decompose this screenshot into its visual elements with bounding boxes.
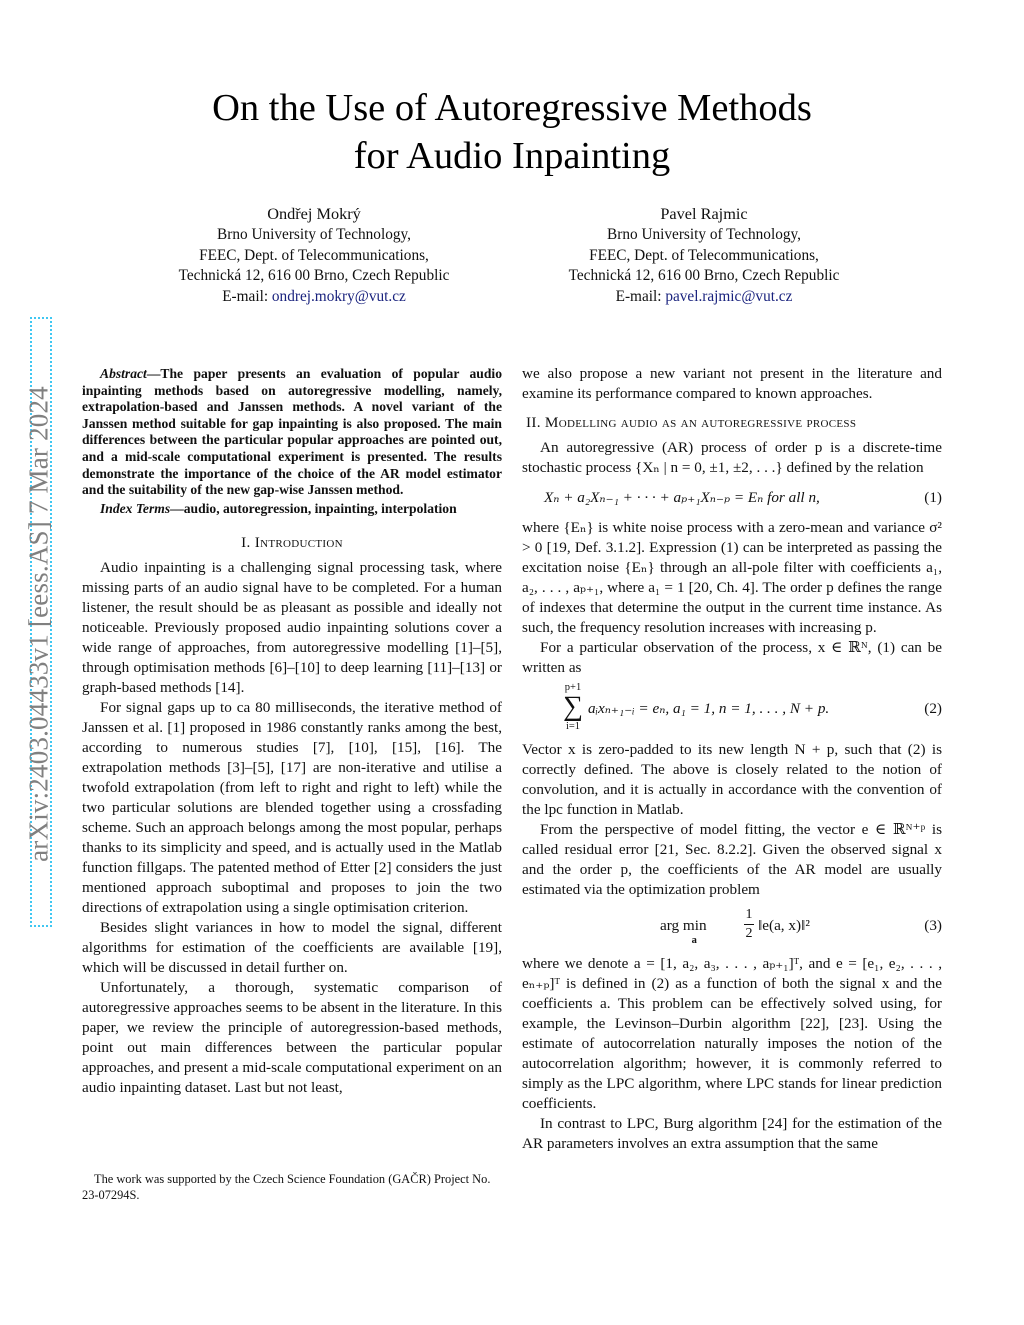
argmin-subscript: a <box>691 935 697 946</box>
abstract <box>82 366 502 499</box>
author-department: FEEC, Dept. of Telecommunications, <box>589 246 819 264</box>
author-email-link[interactable]: ondrej.mokry@vut.cz <box>271 287 406 305</box>
arxiv-stamp-text: arXiv:2403.04433v1 [eess.AS] 7 Mar 2024 <box>23 386 54 862</box>
introduction-body <box>82 558 502 1098</box>
arxiv-stamp <box>0 313 94 935</box>
author-department: FEEC, Dept. of Telecommunications, <box>199 246 429 264</box>
equation-2 <box>522 682 942 736</box>
intro-paragraph-1: Audio inpainting is a challenging signal processing task, where missing parts of an audio signal have to be completed. For a human listener, the result should be as pleasant as possible and ideally not noticeable. Previously proposed audio inpainting solutions cover a wide range of approaches, from autoregressive modelling [1]–[5], through optimisation methods [6]–[10] to deep learning [11]–[13] or graph-based methods [14]. <box>82 559 502 697</box>
equation-2-body: aᵢxₙ₊₁₋ᵢ = eₙ, a₁ = 1, n = 1, . . . , N + p. <box>588 700 830 717</box>
equation-3-number: (3) <box>924 917 942 934</box>
footnote <box>82 1172 502 1203</box>
right-column <box>522 364 942 1154</box>
right-paragraph-5: From the perspective of model fitting, the vector e ∈ ℝᴺ⁺ᵖ is called residual error [21, Sec. 8.2.2]. Given the observed signal x and the order p, the coefficients of the AR model are usually estimated via the optimization problem <box>522 821 942 898</box>
equation-3 <box>522 904 942 952</box>
argmin-operator <box>660 916 707 946</box>
right-paragraph-0: we also propose a new variant not present in the literature and examine its performance compared to known approaches. <box>522 365 942 402</box>
fraction-denominator: 2 <box>745 926 753 941</box>
fraction-numerator: 1 <box>745 907 753 922</box>
index-terms-label: Index Terms <box>100 500 171 516</box>
right-paragraph-4: Vector x is zero-padded to its new length N + p, such that (2) is correctly defined. The above is closely related to the notion of convolution, and it is actually in accordance with the convention of the lpc function in Matlab. <box>522 741 942 818</box>
author-name: Pavel Rajmic <box>660 204 748 223</box>
author-address: Technická 12, 616 00 Brno, Czech Republic <box>568 267 840 284</box>
author-email-line <box>144 287 484 308</box>
section-heading-modelling: II. Modelling audio as an autoregressive process <box>526 414 857 431</box>
right-paragraph-6: where we denote a = [1, a₂, a₃, . . . , aₚ₊₁]ᵀ, and e = [e₁, e₂, . . . , eₙ₊ₚ]ᵀ is defined in (2) as a function of both the signal x and the coefficients a. This problem can be effectively solved using, for example, the Levinson–Durbin algorithm [22], [23]. Using the estimate of autocorrelation naturally imposes the notion of the autocorrelation algorithm; however, it is commonly referred to simply as the LPC algorithm, where LPC stands for linear prediction coefficients. <box>522 955 942 1112</box>
index-terms <box>82 501 502 518</box>
title-line-2: for Audio Inpainting <box>353 135 671 177</box>
intro-paragraph-4: Unfortunately, a thorough, systematic comparison of autoregressive approaches seems to be absent in the literature. In this paper, we review the principle of autoregression-based methods, point out main differences between the particular popular approaches, and present a mid-scale computational experiment on an audio inpainting dataset. Last but not least, <box>82 979 502 1097</box>
author-affiliation: Brno University of Technology, <box>607 226 801 243</box>
equation-2-number: (2) <box>924 700 942 717</box>
footnote-text: The work was supported by the Czech Science Foundation (GAČR) Project No. 23-07294S. <box>82 1172 491 1202</box>
intro-paragraph-3: Besides slight variances in how to model the signal, different algorithms for estimation of the coefficients are available [19], which will be discussed in detail further on. <box>82 919 502 977</box>
right-paragraph-3: For a particular observation of the process, x ∈ ℝᴺ, (1) can be written as <box>522 639 942 676</box>
right-paragraph-2: where {Eₙ} is white noise process with a zero-mean and variance σ² > 0 [19, Def. 3.1.2]. Expression (1) can be interpreted as passing the excitation noise {Eₙ} through an all-pole filter with coefficients a₁, a₂, . . . , aₚ₊₁, where a₁ = 1 [20, Ch. 4]. The order p defines the range of indexes that determine the output in the current time instance. As such, the frequency resolution increases with increasing p. <box>522 519 942 636</box>
sum-upper-limit: p+1 <box>564 682 582 693</box>
email-label: E-mail: <box>222 287 269 305</box>
index-terms-text: —audio, autoregression, inpainting, interpolation <box>170 500 457 516</box>
author-address: Technická 12, 616 00 Brno, Czech Republic <box>178 267 450 284</box>
paper-title <box>0 84 1024 180</box>
abstract-label: Abstract <box>100 366 147 381</box>
left-column <box>82 366 502 1098</box>
right-paragraph-1: An autoregressive (AR) process of order p is a discrete-time stochastic process {Xₙ | n = 0, ±1, ±2, . . .} defined by the relation <box>522 439 942 476</box>
equation-1 <box>522 488 942 512</box>
fraction-half <box>744 906 754 943</box>
sum-lower-limit: i=1 <box>565 721 581 732</box>
section-heading-introduction: I. Introduction <box>241 534 343 552</box>
author-block-2 <box>534 203 874 307</box>
equation-3-body: ‖e(a, x)‖² <box>758 917 810 934</box>
email-label: E-mail: <box>615 287 662 305</box>
equation-1-body: Xₙ + a₂Xₙ₋₁ + · · · + aₚ₊₁Xₙ₋ₚ = Eₙ for all n, <box>544 489 820 506</box>
summation <box>560 682 586 732</box>
equation-1-number: (1) <box>924 489 942 506</box>
author-email-line <box>534 287 874 308</box>
intro-paragraph-2: For signal gaps up to ca 80 milliseconds, the iterative method of Janssen et al. [1] proposed in 1986 constantly ranks among the best, according to numerous studies [7], [10], [15], [16]. The extrapolation methods [3]–[5], [17] are non-iterative and utilise a twofold extrapolation (from left to right and right to left) while the two particular solutions are blended together using a crossfading scheme. Such an approach belongs among the most popular, perhaps thanks to its simplicity and speed, and is actually used in the Matlab function fillgaps. The patented method of Etter [2] considers the just mentioned approach suboptimal and proposes to join the two directions of extrapolation using a single optimisation criterion. <box>82 699 502 917</box>
argmin-text: arg min <box>660 917 707 934</box>
title-line-1: On the Use of Autoregressive Methods <box>212 87 812 129</box>
sum-symbol-icon: ∑ <box>563 691 583 722</box>
author-email-link[interactable]: pavel.rajmic@vut.cz <box>665 287 793 305</box>
author-block-1 <box>144 203 484 307</box>
right-paragraph-7: In contrast to LPC, Burg algorithm [24] for the estimation of the AR parameters involves an extra assumption that the same <box>522 1115 942 1152</box>
author-affiliation: Brno University of Technology, <box>217 226 411 243</box>
abstract-text: —The paper presents an evaluation of popular audio inpainting methods based on autoregressive modelling, namely, extrapolation-based and Janssen methods. A novel variant of the Janssen method suitable for gap inpainting is also proposed. The main differences between the particular popular approaches are pointed out, and a mid-scale computational experiment is presented. The results demonstrate the importance of the choice of the AR model estimator and the suitability of the new gap-wise Janssen method. <box>82 366 502 498</box>
author-name: Ondřej Mokrý <box>267 204 361 223</box>
